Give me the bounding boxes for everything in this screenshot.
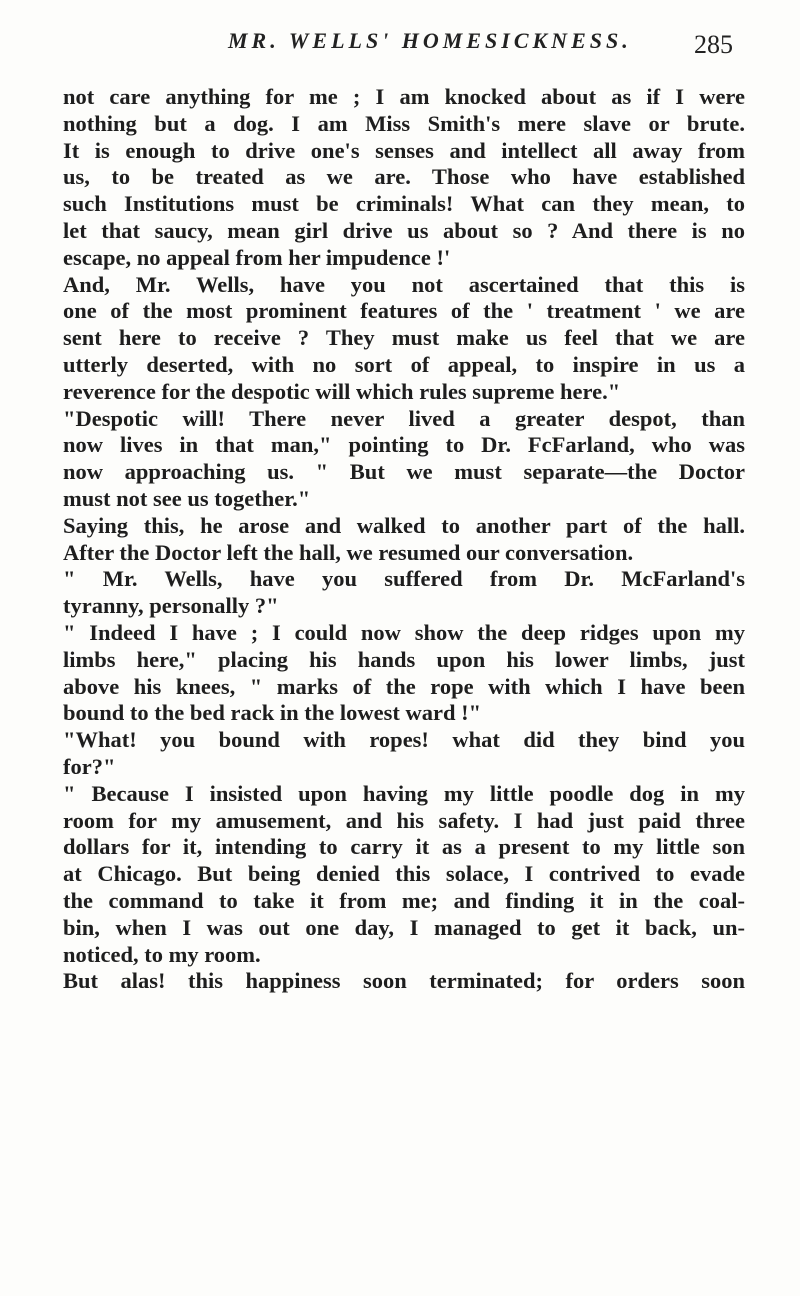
text-line: dollars for it, intending to carry it as a present to my little son [63,834,745,860]
text-line: " Indeed I have ; I could now show the deep ridges upon my [63,619,745,645]
text-line: bound to the bed rack in the lowest ward !" [63,700,482,726]
text-line: sent here to receive ? They must make us feel that we are [63,325,745,351]
text-line: Saying this, he arose and walked to another part of the hall. [63,512,745,538]
text-line: at Chicago. But being denied this solace, I contrived to evade [63,861,745,887]
text-line: now approaching us. " But we must separate—the Doctor [63,459,745,485]
text-line: let that saucy, mean girl drive us about so ? And there is no [63,217,745,243]
text-line: But alas! this happiness soon terminated; for orders soon [63,968,745,994]
text-line: must not see us together." [63,485,311,511]
text-line: limbs here," placing his hands upon his lower limbs, just [63,646,745,672]
body-text [63,84,745,995]
running-head: MR. WELLS' HOMESICKNESS. [228,28,632,53]
text-line: such Institutions must be criminals! What can they mean, to [63,191,745,217]
text-line: room for my amusement, and his safety. I had just paid three [63,807,745,833]
text-line: bin, when I was out one day, I managed to get it back, un- [63,914,745,940]
text-line: the command to take it from me; and finding it in the coal- [63,887,745,913]
text-line: " Mr. Wells, have you suffered from Dr. McFarland's [63,566,745,592]
text-line: one of the most prominent features of the ' treatment ' we are [63,298,745,324]
text-line: And, Mr. Wells, have you not ascertained that this is [63,271,745,297]
text-line: After the Doctor left the hall, we resumed our conversation. [63,539,634,565]
page-number: 285 [694,30,733,59]
text-line: It is enough to drive one's senses and intellect all away from [63,137,745,163]
text-line: "What! you bound with ropes! what did they bind you [63,727,745,753]
text-line: not care anything for me ; I am knocked about as if I were [63,84,745,109]
text-line: reverence for the despotic will which rules supreme here." [63,378,621,404]
text-line: noticed, to my room. [63,941,261,967]
text-line: nothing but a dog. I am Miss Smith's mere slave or brute. [63,110,745,136]
text-line: now lives in that man," pointing to Dr. FcFarland, who was [63,432,745,458]
text-line: utterly deserted, with no sort of appeal, to inspire in us a [63,351,745,377]
text-line: " Because I insisted upon having my little poodle dog in my [63,780,745,806]
text-line: "Despotic will! There never lived a greater despot, than [63,405,745,431]
text-line: escape, no appeal from her impudence !' [63,244,451,270]
text-line: us, to be treated as we are. Those who have established [63,164,745,190]
text-line: above his knees, " marks of the rope with which I have been [63,673,745,699]
text-line: tyranny, personally ?" [63,593,279,619]
text-line: for?" [63,753,116,779]
